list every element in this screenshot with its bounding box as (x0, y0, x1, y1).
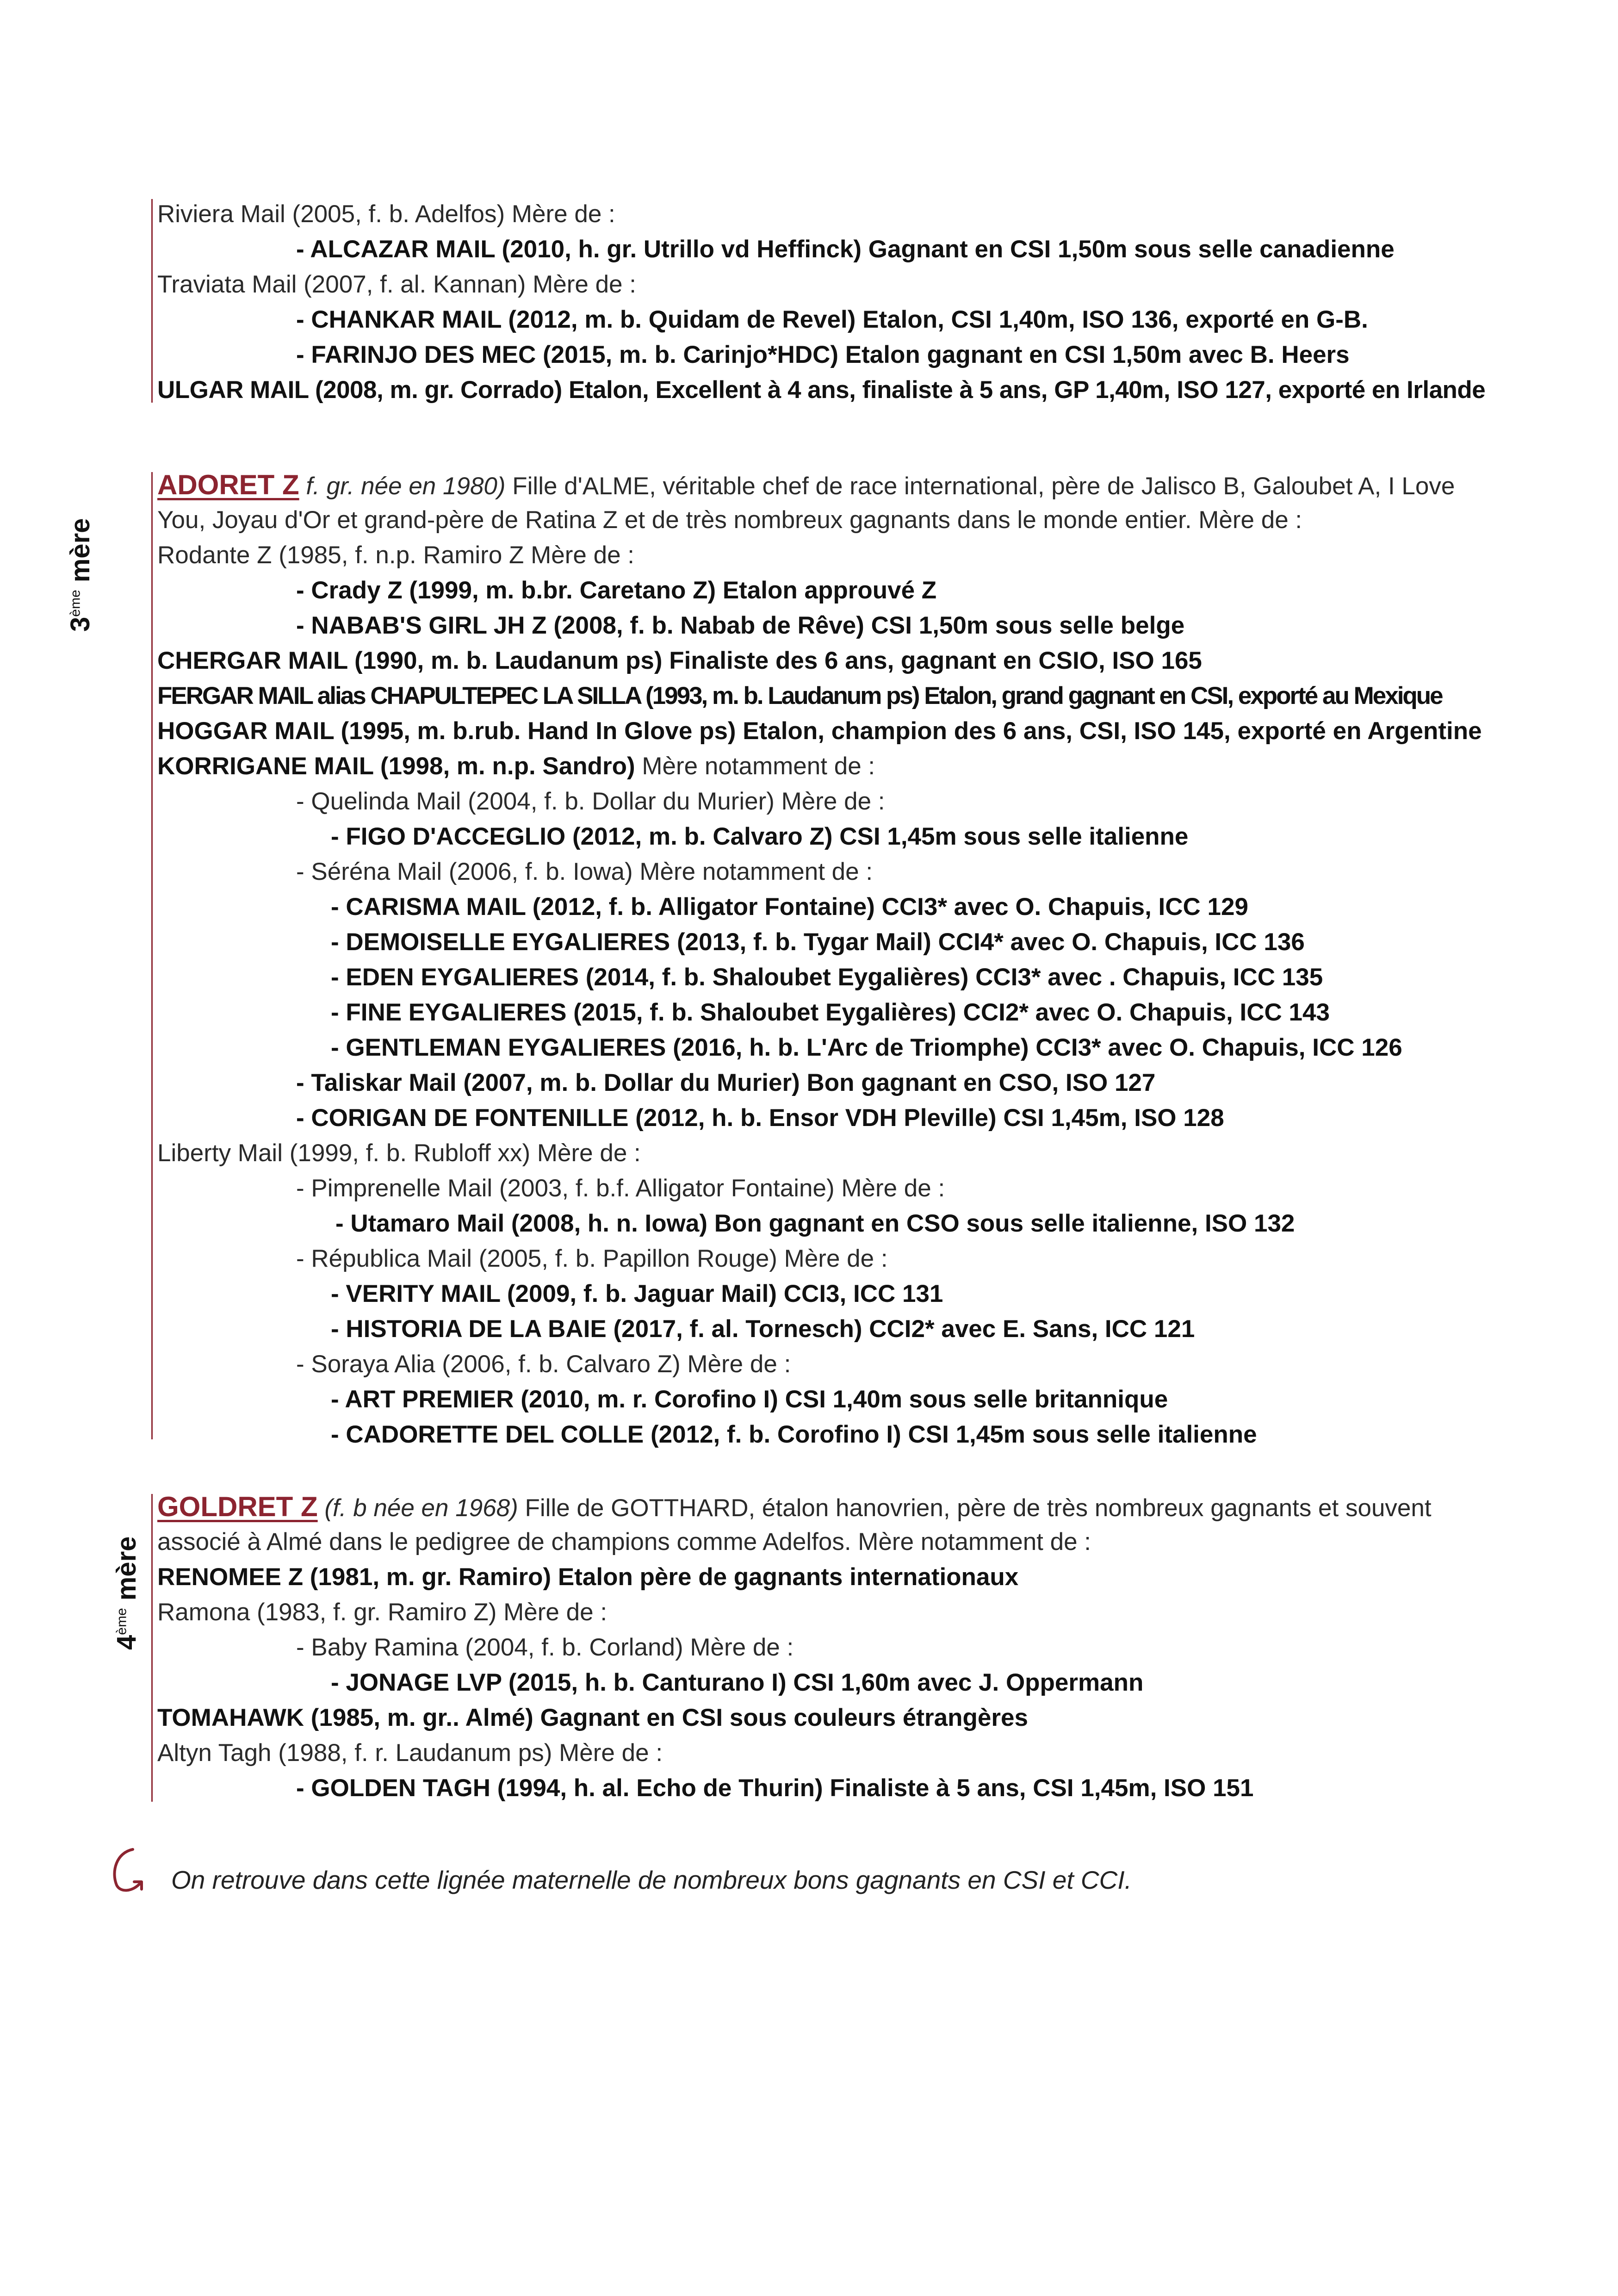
list-item: - ALCAZAR MAIL (2010, h. gr. Utrillo vd Heffinck) Gagnant en CSI 1,50m sous selle canadienne (296, 236, 1395, 263)
list-item: ULGAR MAIL (2008, m. gr. Corrado) Etalon, Excellent à 4 ans, finaliste à 5 ans, GP 1,40m, ISO 127, exporté en Irlande (157, 376, 1486, 404)
list-item: - ART PREMIER (2010, m. r. Corofino I) CSI 1,40m sous selle britannique (331, 1386, 1168, 1413)
section-divider-line (151, 472, 153, 1439)
list-item: - Taliskar Mail (2007, m. b. Dollar du Murier) Bon gagnant en CSO, ISO 127 (296, 1069, 1156, 1096)
list-item: HOGGAR MAIL (1995, m. b.rub. Hand In Glove ps) Etalon, champion des 6 ans, CSI, ISO 145, exporté en Argentine (157, 717, 1482, 745)
list-item: Rodante Z (1985, f. n.p. Ramiro Z Mère de : (157, 541, 635, 569)
list-item: - CADORETTE DEL COLLE (2012, f. b. Corofino I) CSI 1,45m sous selle italienne (331, 1421, 1257, 1448)
list-item: - FIGO D'ACCEGLIO (2012, m. b. Calvaro Z) CSI 1,45m sous selle italienne (331, 823, 1189, 850)
conclusion-text: On retrouve dans cette lignée maternelle de nombreux bons gagnants en CSI et CCI. (171, 1866, 1132, 1894)
list-item: CHERGAR MAIL (1990, m. b. Laudanum ps) Finaliste des 6 ans, gagnant en CSIO, ISO 165 (157, 647, 1202, 674)
list-item: KORRIGANE MAIL (1998, m. n.p. Sandro) Mère notamment de : (157, 753, 875, 780)
list-item: - CARISMA MAIL (2012, f. b. Alligator Fontaine) CCI3* avec O. Chapuis, ICC 129 (331, 893, 1248, 921)
dam-intro: ADORET Z f. gr. née en 1980) Fille d'ALME, véritable chef de race international, père de Jalisco B, Galoubet A, I Love (157, 469, 1455, 500)
dam-name: GOLDRET Z (157, 1491, 318, 1522)
list-item: Altyn Tagh (1988, f. r. Laudanum ps) Mère de : (157, 1739, 663, 1767)
dam-intro-line2: You, Joyau d'Or et grand-père de Ratina Z et de très nombreux gagnants dans le monde entier. Mère de : (157, 506, 1302, 534)
list-item: - FINE EYGALIERES (2015, f. b. Shaloubet Eygalières) CCI2* avec O. Chapuis, ICC 143 (331, 999, 1330, 1026)
generation-label: 3ème mère (65, 518, 95, 632)
dam-info: f. gr. née en 1980) (306, 473, 506, 500)
list-item: - Pimprenelle Mail (2003, f. b.f. Alligator Fontaine) Mère de : (296, 1175, 945, 1202)
list-item: - Baby Ramina (2004, f. b. Corland) Mère de : (296, 1634, 794, 1661)
list-item: Traviata Mail (2007, f. al. Kannan) Mère de : (157, 271, 636, 298)
dam-info: (f. b née en 1968) (324, 1494, 518, 1522)
list-item: - JONAGE LVP (2015, h. b. Canturano I) CSI 1,60m avec J. Oppermann (331, 1669, 1144, 1696)
list-item: Liberty Mail (1999, f. b. Rubloff xx) Mère de : (157, 1139, 641, 1167)
curved-arrow-icon (107, 1846, 149, 1897)
list-item: - Quelinda Mail (2004, f. b. Dollar du Murier) Mère de : (296, 788, 885, 815)
list-item: FERGAR MAIL alias CHAPULTEPEC LA SILLA (1993, m. b. Laudanum ps) Etalon, grand gagnant en CSI, exporté au Mexique (157, 682, 1442, 709)
dam-name: ADORET Z (157, 469, 299, 500)
list-item: - Soraya Alia (2006, f. b. Calvaro Z) Mère de : (296, 1350, 791, 1378)
list-item: - HISTORIA DE LA BAIE (2017, f. al. Tornesch) CCI2* avec E. Sans, ICC 121 (331, 1315, 1195, 1343)
list-item: - EDEN EYGALIERES (2014, f. b. Shaloubet Eygalières) CCI3* avec . Chapuis, ICC 135 (331, 964, 1323, 991)
list-item: Riviera Mail (2005, f. b. Adelfos) Mère de : (157, 200, 615, 228)
dam-intro-line2: associé à Almé dans le pedigree de champions comme Adelfos. Mère notamment de : (157, 1528, 1091, 1556)
list-item: - DEMOISELLE EYGALIERES (2013, f. b. Tygar Mail) CCI4* avec O. Chapuis, ICC 136 (331, 928, 1305, 956)
section-divider-line (151, 199, 153, 403)
list-item: - Républica Mail (2005, f. b. Papillon Rouge) Mère de : (296, 1245, 888, 1272)
section-divider-line (151, 1494, 153, 1802)
list-item: - GENTLEMAN EYGALIERES (2016, h. b. L'Arc de Triomphe) CCI3* avec O. Chapuis, ICC 126 (331, 1034, 1402, 1061)
list-item: - CORIGAN DE FONTENILLE (2012, h. b. Ensor VDH Pleville) CSI 1,45m, ISO 128 (296, 1104, 1224, 1132)
list-item: RENOMEE Z (1981, m. gr. Ramiro) Etalon père de gagnants internationaux (157, 1563, 1019, 1591)
dam-intro: GOLDRET Z (f. b née en 1968) Fille de GOTTHARD, étalon hanovrien, père de très nombreux gagnants et souvent (157, 1491, 1432, 1522)
list-item: Ramona (1983, f. gr. Ramiro Z) Mère de : (157, 1599, 608, 1626)
list-item: - GOLDEN TAGH (1994, h. al. Echo de Thurin) Finaliste à 5 ans, CSI 1,45m, ISO 151 (296, 1774, 1254, 1802)
list-item: - Crady Z (1999, m. b.br. Caretano Z) Etalon approuvé Z (296, 577, 937, 604)
list-item: - FARINJO DES MEC (2015, m. b. Carinjo*HDC) Etalon gagnant en CSI 1,50m avec B. Heers (296, 341, 1350, 368)
list-item: - VERITY MAIL (2009, f. b. Jaguar Mail) CCI3, ICC 131 (331, 1280, 943, 1307)
list-item: - Séréna Mail (2006, f. b. Iowa) Mère notamment de : (296, 858, 873, 885)
list-item: TOMAHAWK (1985, m. gr.. Almé) Gagnant en CSI sous couleurs étrangères (157, 1704, 1028, 1731)
list-item: - CHANKAR MAIL (2012, m. b. Quidam de Revel) Etalon, CSI 1,40m, ISO 136, exporté en G-B. (296, 306, 1368, 333)
list-item: - Utamaro Mail (2008, h. n. Iowa) Bon gagnant en CSO sous selle italienne, ISO 132 (335, 1210, 1295, 1237)
generation-label: 4ème mère (112, 1536, 142, 1650)
list-item: - NABAB'S GIRL JH Z (2008, f. b. Nabab de Rêve) CSI 1,50m sous selle belge (296, 612, 1185, 639)
